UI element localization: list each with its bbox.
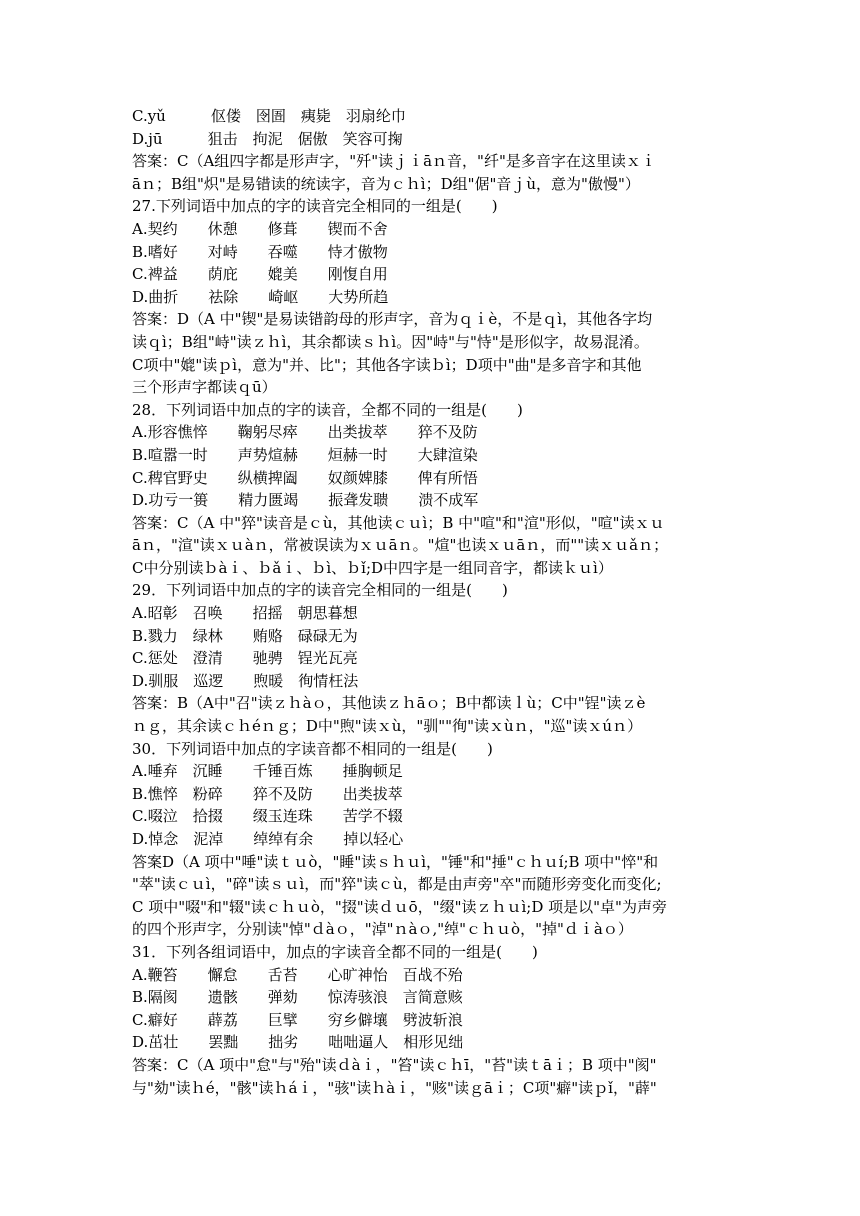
option-line: D.驯服 巡逻 煦暖 徇情枉法: [132, 671, 359, 690]
option-line: C.啜泣 拾掇 缀玉连珠 苦学不辍: [132, 807, 403, 826]
option-line: D.悼念 泥淖 绰绰有余 掉以轻心: [132, 830, 404, 848]
document-page: [132, 105, 742, 1099]
answer-line: 答案：B（A中"召"读ｚｈàｏ，其他读ｚｈāｏ；B中都读ｌù；C中"锃"读ｚè: [132, 694, 646, 713]
answer-line: 读ｑì；B组"峙"读ｚｈì，其余都读ｓｈì。因"峙"与"恃"是形似字，故易混淆。: [132, 332, 649, 351]
option-line: D.jū 狙击 拘泥 倨傲 笑容可掬: [132, 129, 403, 148]
answer-line: āｎ，"渲"读ｘｕàｎ，常被误读为ｘｕāｎ。"煊"也读ｘｕāｎ，而""读ｘｕǎｎ；: [132, 536, 669, 555]
answer-line: "萃"读ｃｕì，"碎"读ｓｕì，而"猝"读ｃù，都是由声旁"卒"而随形旁变化而变化;: [132, 875, 662, 894]
answer-line: C项中"媲"读ｐì，意为"并、比"；其他各字读ｂì；D项中"曲"是多音字和其他: [132, 355, 642, 374]
question-line: 28．下列词语中加点的字的读音，全都不同的一组是( ): [132, 400, 523, 419]
option-line: A.契约 休憩 修葺 锲而不舍: [132, 219, 388, 238]
option-line: C.yǔ 伛偻 囹圄 痍毙 羽扇纶巾: [132, 107, 406, 125]
option-line: A.形容憔悴 鞠躬尽瘁 出类拔萃 猝不及防: [132, 423, 478, 442]
option-line: D.功亏一篑 精力匮竭 振聋发聩 溃不成军: [132, 491, 479, 510]
option-line: C.癖好 薜荔 巨擘 穷乡僻壤 劈波斩浪: [132, 1010, 463, 1029]
option-line: C.稗官野史 纵横捭阖 奴颜婢膝 俾有所悟: [132, 468, 478, 487]
answer-line: 与"劾"读ｈé，"骸"读ｈáｉ，"骇"读ｈàｉ，"赅"读ｇāｉ；C项"癖"读ｐǐ，"薜": [132, 1078, 657, 1097]
option-line: B.憔悴 粉碎 猝不及防 出类拔萃: [132, 784, 403, 803]
answer-line: 三个形声字都读ｑū）: [132, 378, 277, 397]
answer-line: 答案D（A 项中"唾"读ｔｕò，"睡"读ｓｈｕì，"锤"和"捶"ｃｈｕí;B 项中"悴"和: [132, 852, 659, 871]
question-line: 27.下列词语中加点的字的读音完全相同的一组是( ): [132, 197, 498, 216]
option-line: D.曲折 祛除 崎岖 大势所趋: [132, 287, 389, 306]
answer-line: ｎｇ，其余读ｃｈéｎｇ；D中"煦"读ｘù，"驯""徇"读ｘùｎ，"巡"读ｘúｎ）: [132, 717, 643, 736]
option-line: B.嗜好 对峙 吞噬 恃才傲物: [132, 242, 388, 261]
option-line: A.鞭笞 懈怠 舌苔 心旷神怡 百战不殆: [132, 965, 463, 984]
answer-line: 的四个形声字，分别读"悼"ｄàｏ，"淖"ｎàｏ,"绰"ｃｈｕò，"掉"ｄｉàｏ）: [132, 920, 633, 939]
option-line: C.惩处 澄清 驰骋 锃光瓦亮: [132, 649, 358, 668]
option-line: A.昭彰 召唤 招摇 朝思暮想: [132, 604, 358, 623]
option-line: B.喧嚣一时 声势煊赫 烜赫一时 大肆渲染: [132, 445, 478, 464]
answer-line: C中分别读ｂàｉ、ｂǎｉ、ｂì、ｂǐ;D中四字是一组同音字，都读ｋｕì）: [132, 558, 613, 577]
answer-line: 答案：C（A 项中"怠"与"殆"读ｄàｉ，"笞"读ｃｈī，"苔"读ｔāｉ；B 项中"阂": [132, 1055, 657, 1074]
question-line: 30．下列词语中加点的字读音都不相同的一组是( ): [132, 739, 493, 758]
option-line: B.隔阂 遗骸 弹劾 惊涛骇浪 言简意赅: [132, 988, 463, 1007]
answer-line: āｎ；B组"炽"是易错读的统读字，音为ｃｈì；D组"倨"音ｊù，意为"傲慢"）: [132, 174, 640, 193]
answer-line: C 项中"啜"和"辍"读ｃｈｕò，"掇"读ｄｕō，"缀"读ｚｈｕì;D 项是以"卓"为声旁: [132, 897, 667, 916]
option-line: B.戮力 绿林 贿赂 碌碌无为: [132, 626, 358, 645]
option-line: A.唾弃 沉睡 千锤百炼 捶胸顿足: [132, 762, 403, 781]
option-line: D.茁壮 罢黜 拙劣 咄咄逼人 相形见绌: [132, 1033, 464, 1052]
answer-line: 答案：C（A组四字都是形声字，"歼"读ｊｉāｎ音，"纤"是多音字在这里读ｘｉ: [132, 152, 656, 171]
option-line: C.裨益 荫庇 媲美 刚愎自用: [132, 265, 388, 284]
answer-line: 答案：D（A 中"锲"是易读错韵母的形声字，音为ｑｉè，不是ｑì，其他各字均: [132, 310, 653, 329]
question-line: 31．下列各组词语中，加点的字读音全都不同的一组是( ): [132, 942, 538, 961]
answer-line: 答案：C（A 中"猝"读音是ｃù，其他读ｃｕì；B 中"喧"和"渲"形似，"喧"读ｘｕ: [132, 513, 665, 532]
question-line: 29．下列词语中加点的字的读音完全相同的一组是( ): [132, 581, 508, 600]
